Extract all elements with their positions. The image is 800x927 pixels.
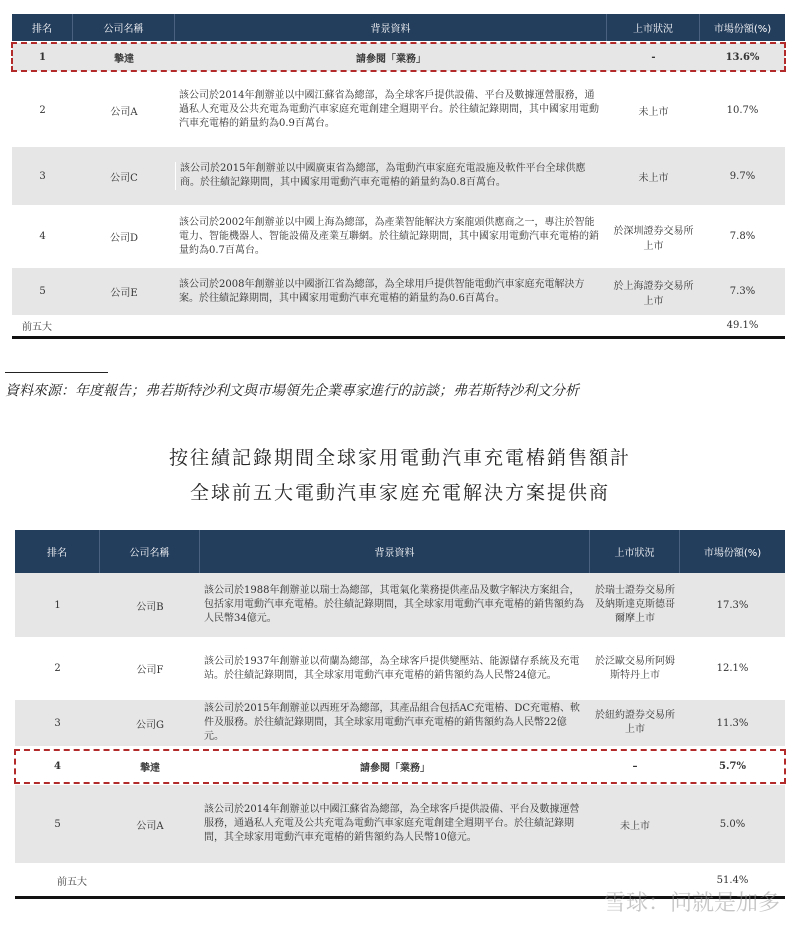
- company: 公司E: [110, 288, 138, 299]
- company: 公司D: [109, 233, 139, 244]
- total-share: 49.1%: [726, 319, 759, 331]
- listing: 於深圳證券交易所上市: [613, 225, 694, 252]
- table-row: [15, 573, 785, 637]
- rank: 1: [54, 599, 61, 611]
- table-row: [12, 147, 785, 205]
- rank: 3: [54, 717, 61, 729]
- background: 該公司於2008年創辦並以中國浙江省為總部，為全球用戶提供智能電動汽車家庭充電解決方案。於往績記錄期間，其中國家用電動汽車充電樁的銷量約為0.6百萬台。: [179, 278, 585, 304]
- share: 11.3%: [716, 717, 749, 729]
- company: 公司B: [136, 601, 164, 613]
- header-share: 市場份額(%): [703, 548, 762, 559]
- share: 17.3%: [716, 599, 749, 611]
- listing: 未上市: [620, 820, 650, 832]
- rank: 2: [54, 663, 61, 674]
- share: 7.8%: [729, 231, 756, 242]
- share: 13.6%: [725, 51, 760, 63]
- header-rank: 排名: [12, 14, 73, 41]
- listing: 未上市: [638, 106, 669, 118]
- footnote-divider: [5, 372, 108, 373]
- company: 公司C: [110, 172, 138, 184]
- listing: 於紐約證券交易所上市: [595, 710, 675, 735]
- company: 摯達: [114, 53, 134, 65]
- total-share: 51.4%: [716, 874, 749, 886]
- table-row: [12, 205, 785, 268]
- listing: 於泛歐交易所阿姆斯特丹上市: [595, 655, 675, 681]
- market-share-table-china: [12, 14, 785, 340]
- table-row: [15, 785, 785, 863]
- share: 9.7%: [729, 170, 756, 182]
- header-background: 背景資料: [175, 14, 607, 41]
- background: 該公司於1988年創辦並以瑞士為總部，其電氣化業務提供產品及數字解決方案組合，包括家用電動汽車充電樁。於往績記錄期間，其全球家用電動汽車充電樁的銷售額約為人民幣34億元。: [204, 585, 584, 624]
- header-company: 公司名稱: [100, 530, 200, 573]
- background: 該公司於2014年創辦並以中國江蘇省為總部，為全球客戶提供設備、平台及數據運營服務，通過私人充電及公共充電為電動汽車家庭充電創建全週期平台。於往績記錄期間，其全球家用電動汽車充電樁的銷售額約為人民幣10億元。: [204, 804, 580, 843]
- header-background: 背景資料: [200, 530, 590, 573]
- share: 5.0%: [719, 818, 746, 830]
- share: 10.7%: [726, 104, 759, 116]
- table-bottom-rule: [12, 336, 785, 339]
- table-header: [12, 14, 785, 41]
- rank: 1: [39, 51, 46, 63]
- background: 請參閱「業務」: [356, 53, 426, 65]
- background: 該公司於1937年創辦並以荷蘭為總部，為全球客戶提供變壓站、能源儲存系統及充電站。於往績記錄期間，其全球家用電動汽車充電樁的銷售額約為人民幣24億元。: [204, 655, 580, 681]
- background: 該公司於2015年創辦並以西班牙為總部，其產品組合包括AC充電樁、DC充電樁、軟件及服務。於往績記錄期間，其全球家用電動汽車充電樁的銷售額約為人民幣22億元。: [204, 703, 580, 742]
- company: 摯達: [140, 763, 160, 774]
- rank: 4: [39, 231, 46, 242]
- chart-title-line2: 全球前五大電動汽車家庭充電解決方案提供商: [189, 482, 610, 504]
- table-row: [15, 700, 785, 746]
- rank: 4: [54, 761, 61, 772]
- watermark: 雪球：问就是加多: [603, 891, 780, 916]
- rank: 2: [39, 104, 46, 116]
- background: 該公司於2002年創辦並以中國上海為總部，為產業智能解決方案龍頭供應商之一，專注於智能電力、智能機器人、智能設備及產業互聯網。於往績記錄期間，其中國家用電動汽車充電樁的銷量約為0.7百萬台。: [179, 216, 599, 256]
- total-label: 前五大: [22, 321, 52, 333]
- company: 公司A: [136, 820, 164, 832]
- background: 該公司於2015年創辦並以中國廣東省為總部，為電動汽車家庭充電設施及軟件平台全球供應商。於往績記錄期間，其中國家用電動汽車充電樁的銷量約為0.8百萬台。: [175, 162, 607, 190]
- share: 7.3%: [729, 286, 756, 297]
- total-row: [12, 315, 785, 335]
- header-company: 公司名稱: [73, 14, 175, 41]
- background: 請參閱「業務」: [360, 763, 430, 774]
- company: 公司A: [110, 106, 138, 118]
- chart-title-line1: 按往績記錄期間全球家用電動汽車充電樁銷售額計: [168, 447, 631, 469]
- share: 12.1%: [716, 663, 749, 674]
- market-share-table-global: [15, 530, 785, 902]
- header-listing: 上市狀況: [607, 14, 700, 41]
- source-note: 資料來源：年度報告；弗若斯特沙利文與市場領先企業專家進行的訪談；弗若斯特沙利文分析: [5, 383, 579, 399]
- listing: -: [651, 51, 656, 63]
- listing: 於上海證券交易所上市: [613, 280, 694, 307]
- company: 公司G: [136, 719, 164, 731]
- listing: –: [632, 761, 638, 772]
- rank: 5: [54, 818, 61, 830]
- total-label: 前五大: [57, 876, 87, 888]
- share: 5.7%: [719, 761, 746, 772]
- table-header: [15, 530, 785, 573]
- header-share: 市場份額(%): [713, 24, 772, 35]
- header-listing: 上市狀況: [590, 530, 680, 573]
- header-rank: 排名: [15, 530, 100, 573]
- listing: 未上市: [638, 172, 669, 184]
- rank: 3: [39, 170, 46, 182]
- table-row: [12, 74, 785, 146]
- table-row-highlight: [15, 750, 785, 783]
- listing: 於瑞士證券交易所及納斯達克斯德哥爾摩上市: [595, 585, 675, 624]
- table-row: [15, 637, 785, 700]
- rank: 5: [39, 286, 46, 297]
- company: 公司F: [136, 665, 164, 676]
- background: 該公司於2014年創辦並以中國江蘇省為總部，為全球客戶提供設備、平台及數據運營服務，通過私人充電及公共充電為電動汽車家庭充電創建全週期平台。於往績記錄期間，其中國家用電動汽車充電樁的銷量約為0.9百萬台。: [179, 90, 599, 129]
- table-row: [12, 268, 785, 315]
- table-row-highlight: [12, 43, 785, 71]
